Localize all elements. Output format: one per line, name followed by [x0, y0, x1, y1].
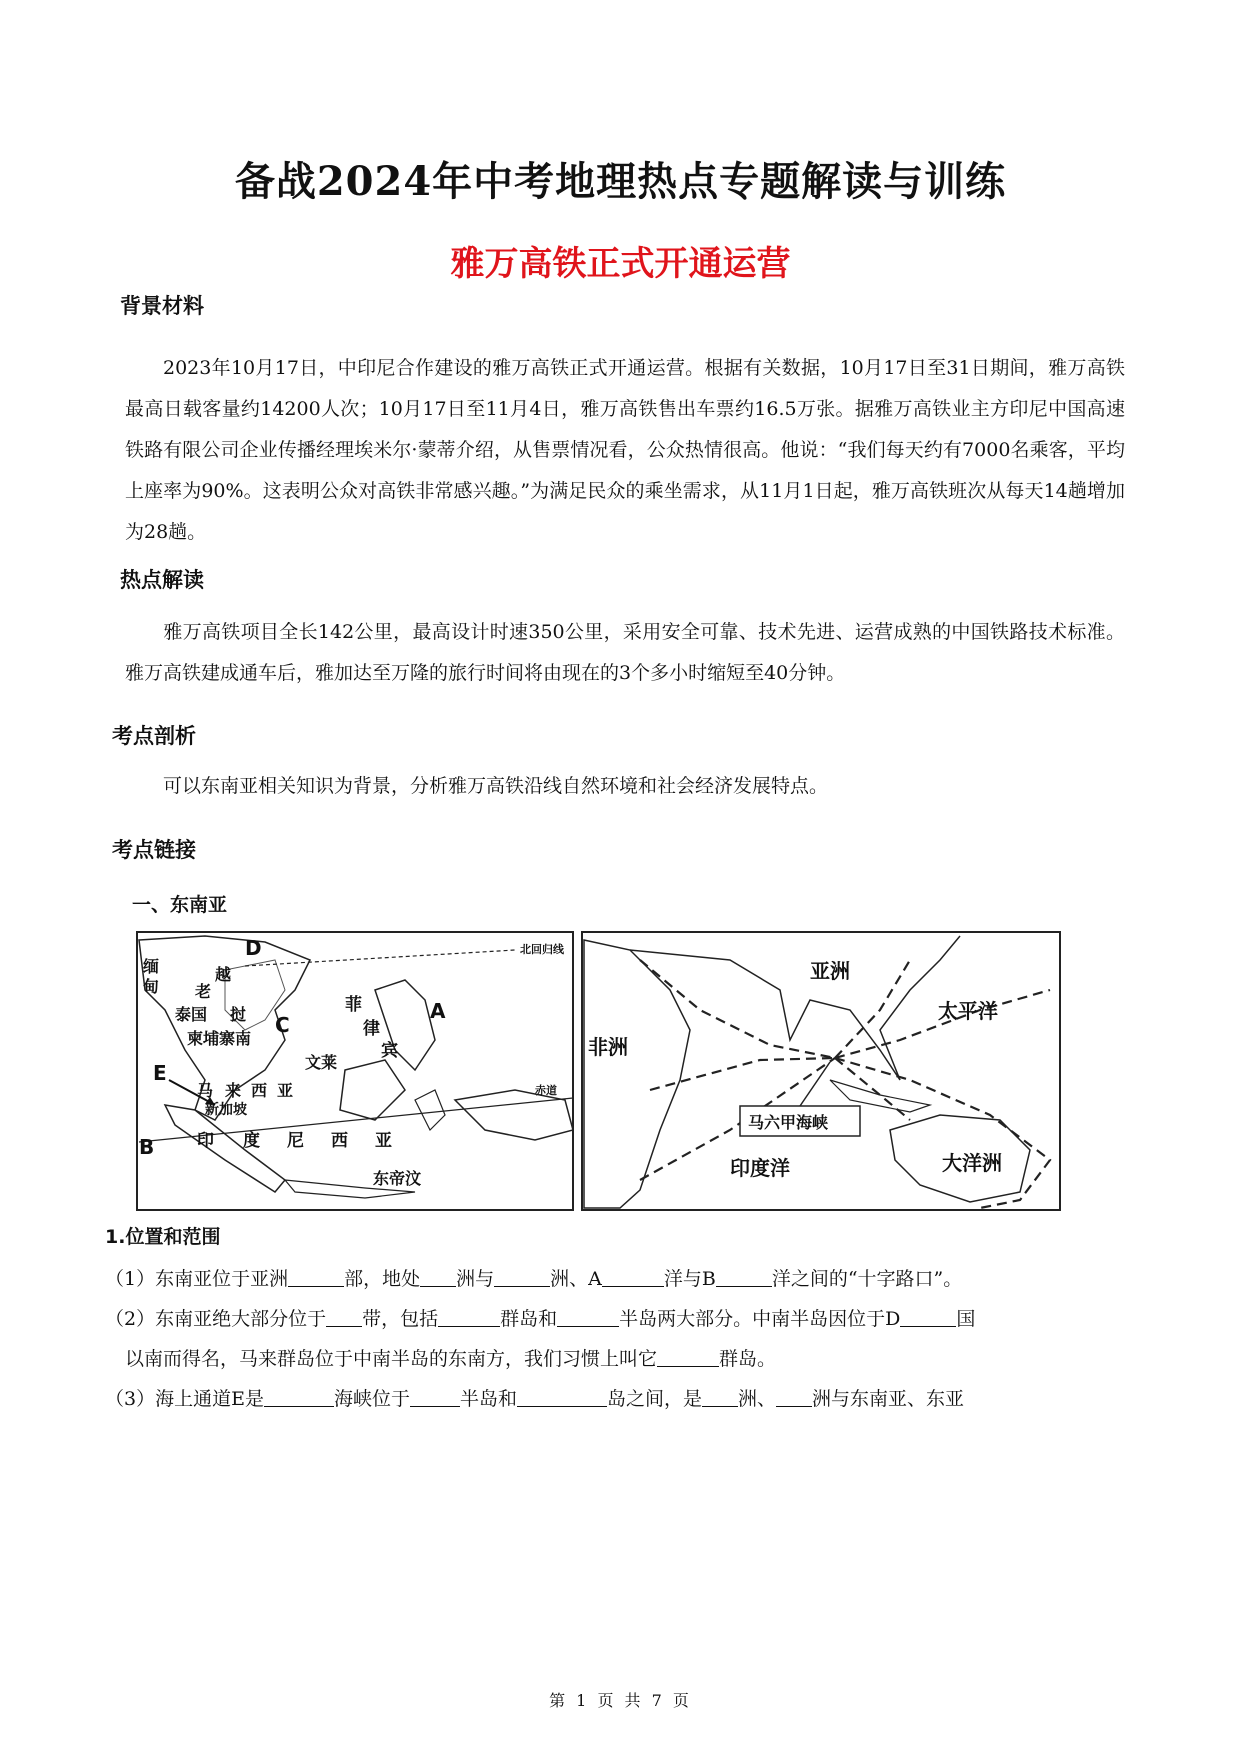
q1-text-c: 洲与	[456, 1268, 495, 1290]
map-label-vietnam-2: 南	[235, 1029, 252, 1048]
q1-blank-1[interactable]	[288, 1268, 344, 1287]
analysis-text: 可以东南亚相关知识为背景，分析雅万高铁沿线自然环境和社会经济发展特点。	[163, 775, 829, 797]
q2-text-d: 半岛两大部分。中南半岛因位于D	[619, 1308, 901, 1330]
map-label-oceania: 大洋洲	[942, 1151, 1002, 1175]
q3-blank-1[interactable]	[264, 1388, 334, 1407]
map-southeast-asia-svg	[135, 930, 575, 1212]
q3-text-d: 岛之间，是	[607, 1388, 703, 1410]
heading-analysis: 考点剖析	[112, 724, 196, 748]
q2-blank-3[interactable]	[557, 1308, 619, 1327]
page-footer: 第 1 页 共 7 页	[549, 1691, 692, 1710]
q3-blank-2[interactable]	[410, 1388, 460, 1407]
q2-text-c: 群岛和	[500, 1308, 558, 1330]
map-label-philippines-2: 律	[363, 1019, 380, 1039]
q2b-text-b: 群岛。	[719, 1348, 777, 1370]
q1-blank-3[interactable]	[494, 1268, 550, 1287]
map-label-vietnam: 越	[215, 965, 232, 984]
map-label-indonesia-3: 尼	[287, 1131, 304, 1151]
page-title: 备战2024年中考地理热点专题解读与训练	[234, 158, 1007, 205]
heading-background: 背景材料	[120, 294, 204, 318]
map-label-tropic: 北回归线	[520, 943, 564, 956]
map-label-asia: 亚洲	[810, 959, 850, 983]
map-label-malacca-strait: 马六甲海峡	[748, 1113, 829, 1132]
paragraph-background	[125, 348, 1125, 553]
map-label-africa: 非洲	[588, 1035, 628, 1059]
q1-text-a: （1）东南亚位于亚洲	[105, 1268, 289, 1290]
q2-text-e: 国	[956, 1308, 976, 1330]
map-label-malaysia-1: 马	[197, 1081, 214, 1100]
subheading-southeast-asia: 一、东南亚	[132, 894, 228, 916]
map-label-indonesia-4: 西	[331, 1131, 348, 1151]
q1-text-e: 洋与B	[663, 1268, 716, 1290]
q3-text-a: （3）海上通道E是	[105, 1388, 264, 1410]
map-label-laos: 老	[195, 982, 212, 1001]
q2-blank-4[interactable]	[900, 1308, 956, 1327]
map-label-myanmar-1: 缅	[143, 957, 160, 976]
map-malacca-routes-svg	[580, 930, 1062, 1212]
q3-blank-4[interactable]	[702, 1388, 738, 1407]
map-label-laos-2: 挝	[230, 1005, 247, 1024]
page-subtitle: 雅万高铁正式开通运营	[450, 244, 791, 284]
q2-blank-2[interactable]	[438, 1308, 500, 1327]
question-1	[105, 1264, 962, 1291]
q2-text-a: （2）东南亚绝大部分位于	[105, 1308, 327, 1330]
map-label-singapore: 新加坡	[205, 1102, 247, 1118]
map-label-malaysia-4: 亚	[277, 1081, 294, 1100]
question-2-cont	[125, 1344, 776, 1371]
question-3	[105, 1384, 964, 1411]
map-label-indian-ocean: 印度洋	[730, 1156, 790, 1180]
map-malacca-routes	[580, 930, 1062, 1212]
q2-blank-1[interactable]	[326, 1308, 362, 1327]
q1-blank-5[interactable]	[716, 1268, 772, 1287]
q1-text-d: 洲、A	[550, 1268, 602, 1290]
map-label-philippines-3: 宾	[381, 1041, 398, 1061]
background-text: 2023年10月17日，中印尼合作建设的雅万高铁正式开通运营。根据有关数据，10月17日至31日期间，雅万高铁最高日载客量约14200人次；10月17日至11月4日，雅万高铁售出车票约16.5万张。据雅万高铁业主方印尼中国高速铁路有限公司企业传播经理埃米尔·蒙蒂介绍，从售票情况看，公众热情很高。他说：“我们每天约有7000名乘客，平均上座率为90%。这表明公众对高铁非常感兴趣。”为满足民众的乘坐需求，从11月1日起，雅万高铁班次从每天14趟增加为28趟。	[125, 357, 1125, 543]
map-label-indonesia-5: 亚	[375, 1131, 392, 1151]
map-label-brunei: 文莱	[305, 1053, 338, 1072]
q3-text-f: 洲与东南亚、东亚	[812, 1388, 965, 1410]
q3-text-b: 海峡位于	[333, 1388, 410, 1410]
heading-hotspot: 热点解读	[120, 568, 204, 592]
map-label-equator: 赤道	[535, 1084, 557, 1097]
map-label-B: B	[139, 1135, 155, 1159]
q2b-blank-1[interactable]	[657, 1348, 719, 1367]
map-label-cambodia: 柬埔寨	[187, 1029, 236, 1048]
heading-position: 1.位置和范围	[105, 1226, 221, 1248]
map-label-myanmar-2: 甸	[143, 977, 160, 996]
q1-text-f: 洋之间的“十字路口”。	[771, 1268, 963, 1290]
map-southeast-asia	[135, 930, 575, 1212]
paragraph-hotspot	[125, 612, 1125, 694]
q3-text-e: 洲、	[738, 1388, 777, 1410]
map-label-east-timor: 东帝汶	[373, 1169, 422, 1188]
q1-blank-4[interactable]	[602, 1268, 664, 1287]
q3-blank-3[interactable]	[517, 1388, 607, 1407]
map-label-philippines-1: 菲	[345, 995, 362, 1015]
map-label-C: C	[275, 1013, 290, 1037]
q2b-text-a: 以南而得名，马来群岛位于中南半岛的东南方，我们习惯上叫它	[125, 1348, 658, 1370]
q2-text-b: 带，包括	[362, 1308, 439, 1330]
map-label-malaysia-3: 西	[251, 1081, 268, 1100]
map-label-indonesia-1: 印	[197, 1131, 214, 1151]
map-label-malaysia-2: 来	[225, 1081, 242, 1100]
q1-text-b: 部，地处	[344, 1268, 421, 1290]
q3-text-c: 半岛和	[459, 1388, 517, 1410]
question-2	[105, 1304, 975, 1331]
map-label-A: A	[430, 999, 446, 1023]
map-label-pacific: 太平洋	[938, 999, 998, 1023]
map-label-E: E	[153, 1061, 167, 1085]
map-label-indonesia-2: 度	[243, 1131, 260, 1151]
heading-links: 考点链接	[112, 838, 196, 862]
q3-blank-5[interactable]	[776, 1388, 812, 1407]
paragraph-analysis	[125, 766, 1125, 807]
map-label-thailand: 泰国	[175, 1005, 208, 1024]
hotspot-text: 雅万高铁项目全长142公里，最高设计时速350公里，采用安全可靠、技术先进、运营成熟的中国铁路技术标准。雅万高铁建成通车后，雅加达至万隆的旅行时间将由现在的3个多小时缩短至40分钟。	[125, 621, 1125, 684]
map-label-D: D	[245, 936, 262, 960]
q1-blank-2[interactable]	[420, 1268, 456, 1287]
